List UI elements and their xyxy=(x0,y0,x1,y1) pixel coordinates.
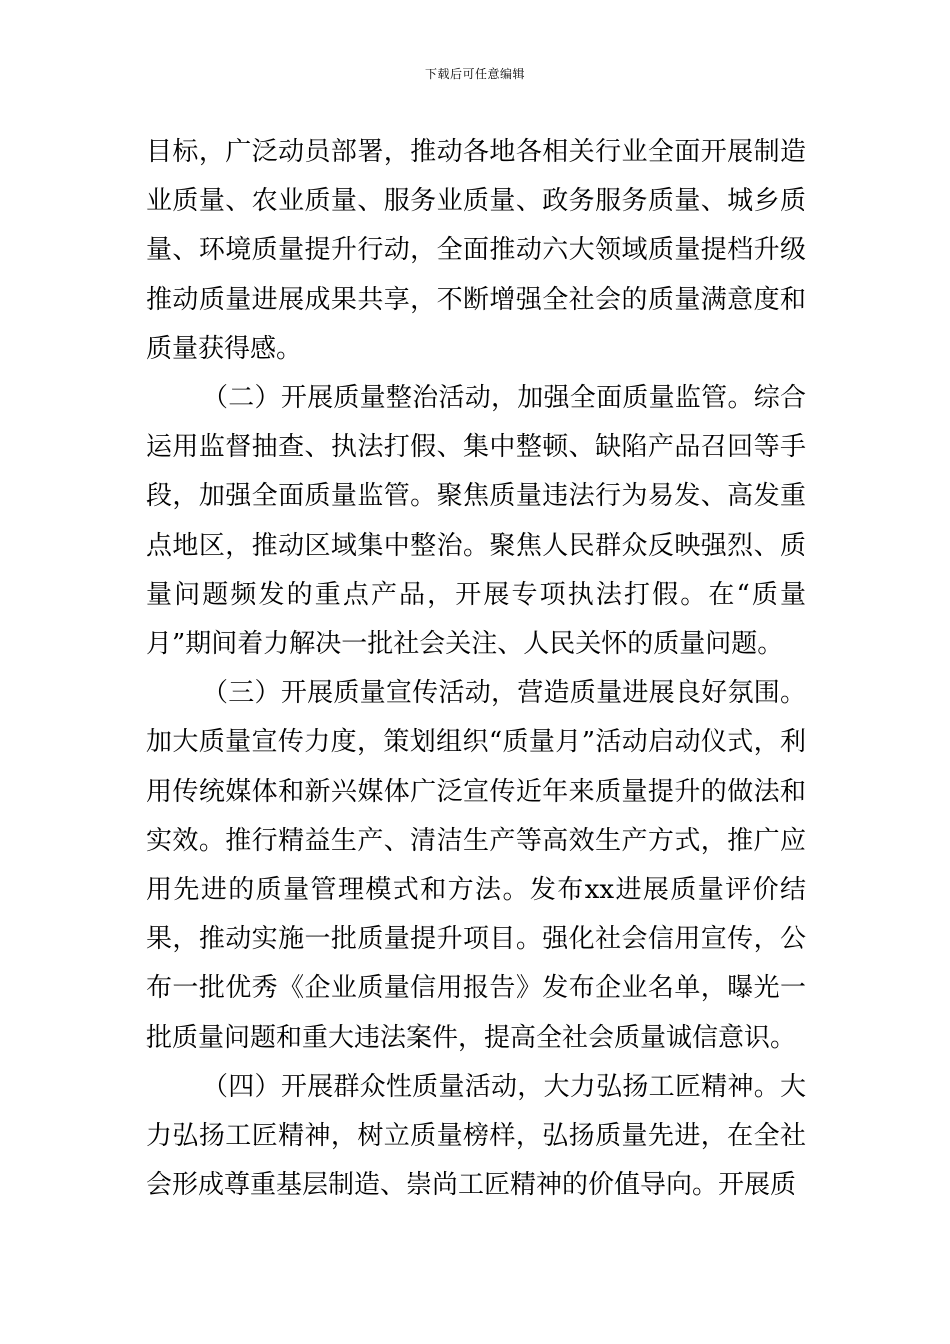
header-note: 下载后可任意编辑 xyxy=(424,67,525,81)
paragraph-section-4: （四）开展群众性质量活动，大力弘扬工匠精神。大力弘扬工匠精神，树立质量榜样，弘扬质量先进，在全社会形成尊重基层制造、崇尚工匠精神的价值导向。开展质 xyxy=(146,1071,806,1201)
document-body xyxy=(146,128,806,1210)
paragraph-section-3: （三）开展质量宣传活动，营造质量进展良好氛围。加大质量宣传力度，策划组织“质量月”活动启动仪式，利用传统媒体和新兴媒体广泛宣传近年来质量提升的做法和实效。推行精益生产、清洁生产等高效生产方式，推广应用先进的质量管理模式和方法。发布xx进展质量评价结果，推动实施一批质量提升项目。强化社会信用宣传，公布一批优秀《企业质量信用报告》发布企业名单，曝光一批质量问题和重大违法案件，提高全社会质量诚信意识。 xyxy=(146,678,806,1053)
paragraph-section-2: （二）开展质量整治活动，加强全面质量监管。综合运用监督抽查、执法打假、集中整顿、缺陷产品召回等手段，加强全面质量监管。聚焦质量违法行为易发、高发重点地区，推动区域集中整治。聚焦人民群众反映强烈、质量问题频发的重点产品，开展专项执法打假。在“质量月”期间着力解决一批社会关注、人民关怀的质量问题。 xyxy=(146,383,806,660)
paragraph-continuation: 目标，广泛动员部署，推动各地各相关行业全面开展制造业质量、农业质量、服务业质量、政务服务质量、城乡质量、环境质量提升行动，全面推动六大领域质量提档升级推动质量进展成果共享，不断增强全社会的质量满意度和质量获得感。 xyxy=(146,137,806,364)
